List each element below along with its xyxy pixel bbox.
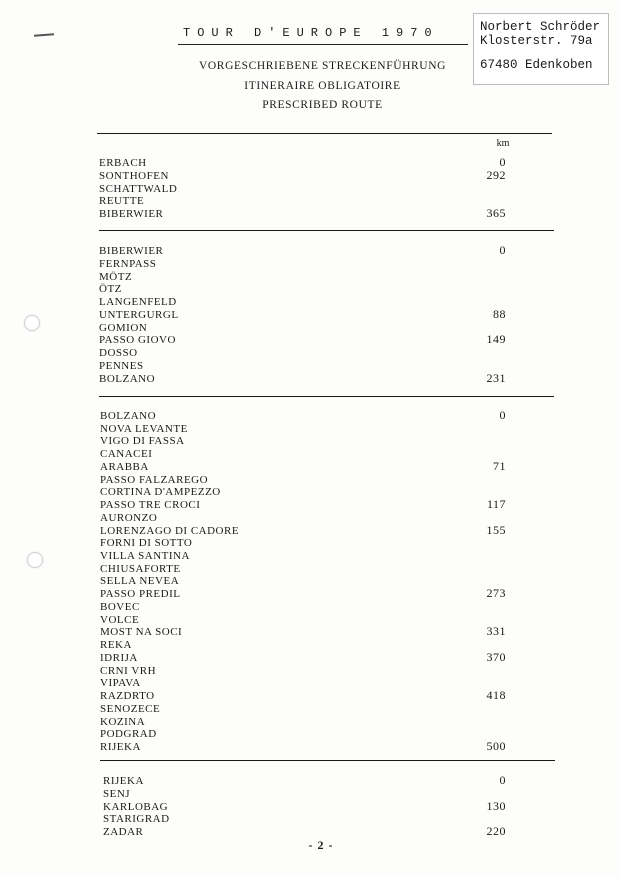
route-place: VIGO DI FASSA bbox=[100, 435, 185, 448]
title-german: VORGESCHRIEBENE STRECKENFÜHRUNG bbox=[198, 60, 447, 72]
route-place: AURONZO bbox=[100, 511, 158, 524]
route-place: CORTINA D'AMPEZZO bbox=[100, 486, 221, 499]
route-place: DOSSO bbox=[99, 347, 138, 359]
route-km: 88 bbox=[493, 306, 506, 321]
page-title: TOUR D'EUROPE 1970 bbox=[183, 26, 439, 40]
route-km: 155 bbox=[486, 522, 506, 537]
route-place: ZADAR bbox=[103, 826, 144, 838]
route-place: REKA bbox=[100, 639, 132, 652]
route-place: FERNPASS bbox=[99, 257, 157, 270]
route-place: PASSO PREDIL bbox=[100, 588, 181, 601]
page-number: - 2 - bbox=[308, 838, 334, 852]
route-place: SCHATTWALD bbox=[99, 182, 178, 195]
pen-mark bbox=[34, 33, 54, 36]
km-column-header: km bbox=[496, 138, 510, 149]
punch-hole bbox=[27, 552, 43, 568]
route-place: KOZINA bbox=[100, 715, 146, 728]
route-place: CRNI VRH bbox=[100, 664, 157, 677]
route-place: PASSO GIOVO bbox=[99, 334, 176, 347]
route-place: RIJEKA bbox=[100, 740, 141, 753]
route-place: IDRIJA bbox=[100, 651, 138, 664]
route-place: ÖTZ bbox=[99, 283, 122, 296]
route-place: PASSO TRE CROCI bbox=[100, 499, 201, 512]
route-place: LANGENFELD bbox=[99, 296, 177, 308]
route-place: SONTHOFEN bbox=[99, 169, 169, 182]
route-place: FORNI DI SOTTO bbox=[100, 537, 193, 550]
route-km: 149 bbox=[486, 332, 506, 347]
route-place: ERBACH bbox=[99, 157, 147, 169]
route-place: VIPAVA bbox=[100, 677, 141, 690]
route-place: BOLZANO bbox=[100, 410, 157, 422]
route-place: RIJEKA bbox=[103, 775, 144, 787]
route-place: BOVEC bbox=[100, 600, 140, 613]
route-place: SENJ bbox=[103, 787, 131, 800]
stamp-street: Klosterstr. 79a bbox=[480, 34, 593, 48]
route-km: 231 bbox=[486, 370, 506, 385]
route-km: 370 bbox=[486, 649, 506, 664]
route-place: SELLA NEVEA bbox=[100, 575, 180, 588]
route-km: 0 bbox=[499, 155, 506, 169]
route-place: BIBERWIER bbox=[99, 208, 164, 221]
route-place: UNTERGURGL bbox=[99, 308, 179, 321]
route-place: BOLZANO bbox=[99, 372, 156, 385]
route-km: 220 bbox=[486, 824, 506, 838]
route-place: CHIUSAFORTE bbox=[100, 562, 181, 575]
route-place: KARLOBAG bbox=[103, 800, 169, 813]
route-km: 0 bbox=[499, 773, 506, 787]
route-place: PODGRAD bbox=[100, 728, 157, 741]
title-french: ITINERAIRE OBLIGATOIRE bbox=[244, 80, 401, 92]
route-place: ARABBA bbox=[100, 460, 149, 473]
route-place: CANACEI bbox=[100, 448, 153, 461]
route-place: SENOZECE bbox=[100, 702, 161, 715]
title-underline bbox=[178, 44, 468, 45]
section-divider bbox=[99, 230, 554, 231]
route-place: STARIGRAD bbox=[103, 813, 170, 826]
route-place: PASSO FALZAREGO bbox=[100, 473, 209, 486]
stamp-name: Norbert Schröder bbox=[480, 20, 601, 34]
route-km: 0 bbox=[499, 243, 506, 257]
route-place: BIBERWIER bbox=[99, 245, 164, 257]
route-km: 500 bbox=[486, 738, 506, 753]
route-km: 71 bbox=[493, 458, 506, 473]
section-divider bbox=[97, 133, 552, 134]
title-english: PRESCRIBED ROUTE bbox=[262, 99, 383, 111]
route-km: 292 bbox=[486, 167, 506, 182]
route-place: REUTTE bbox=[99, 195, 145, 208]
route-km: 130 bbox=[486, 798, 506, 813]
route-place: LORENZAGO DI CADORE bbox=[100, 524, 240, 537]
route-km: 0 bbox=[499, 408, 506, 422]
stamp-city: 67480 Edenkoben bbox=[480, 58, 593, 72]
route-place: MÖTZ bbox=[99, 270, 133, 283]
route-km: 365 bbox=[486, 206, 506, 221]
route-km: 273 bbox=[486, 586, 506, 601]
route-place: VILLA SANTINA bbox=[100, 550, 190, 563]
section-divider bbox=[100, 760, 555, 761]
route-place: MOST NA SOCI bbox=[100, 626, 183, 639]
section-divider bbox=[99, 396, 554, 397]
punch-hole bbox=[24, 315, 40, 331]
route-place: VOLCE bbox=[100, 613, 140, 626]
address-stamp bbox=[473, 13, 609, 85]
route-place: PENNES bbox=[99, 359, 144, 372]
route-place: RAZDRTO bbox=[100, 690, 155, 703]
route-km: 331 bbox=[486, 624, 506, 639]
route-place: GOMION bbox=[99, 321, 148, 334]
route-km: 418 bbox=[486, 688, 506, 703]
route-place: NOVA LEVANTE bbox=[100, 422, 188, 435]
route-km: 117 bbox=[486, 497, 506, 512]
